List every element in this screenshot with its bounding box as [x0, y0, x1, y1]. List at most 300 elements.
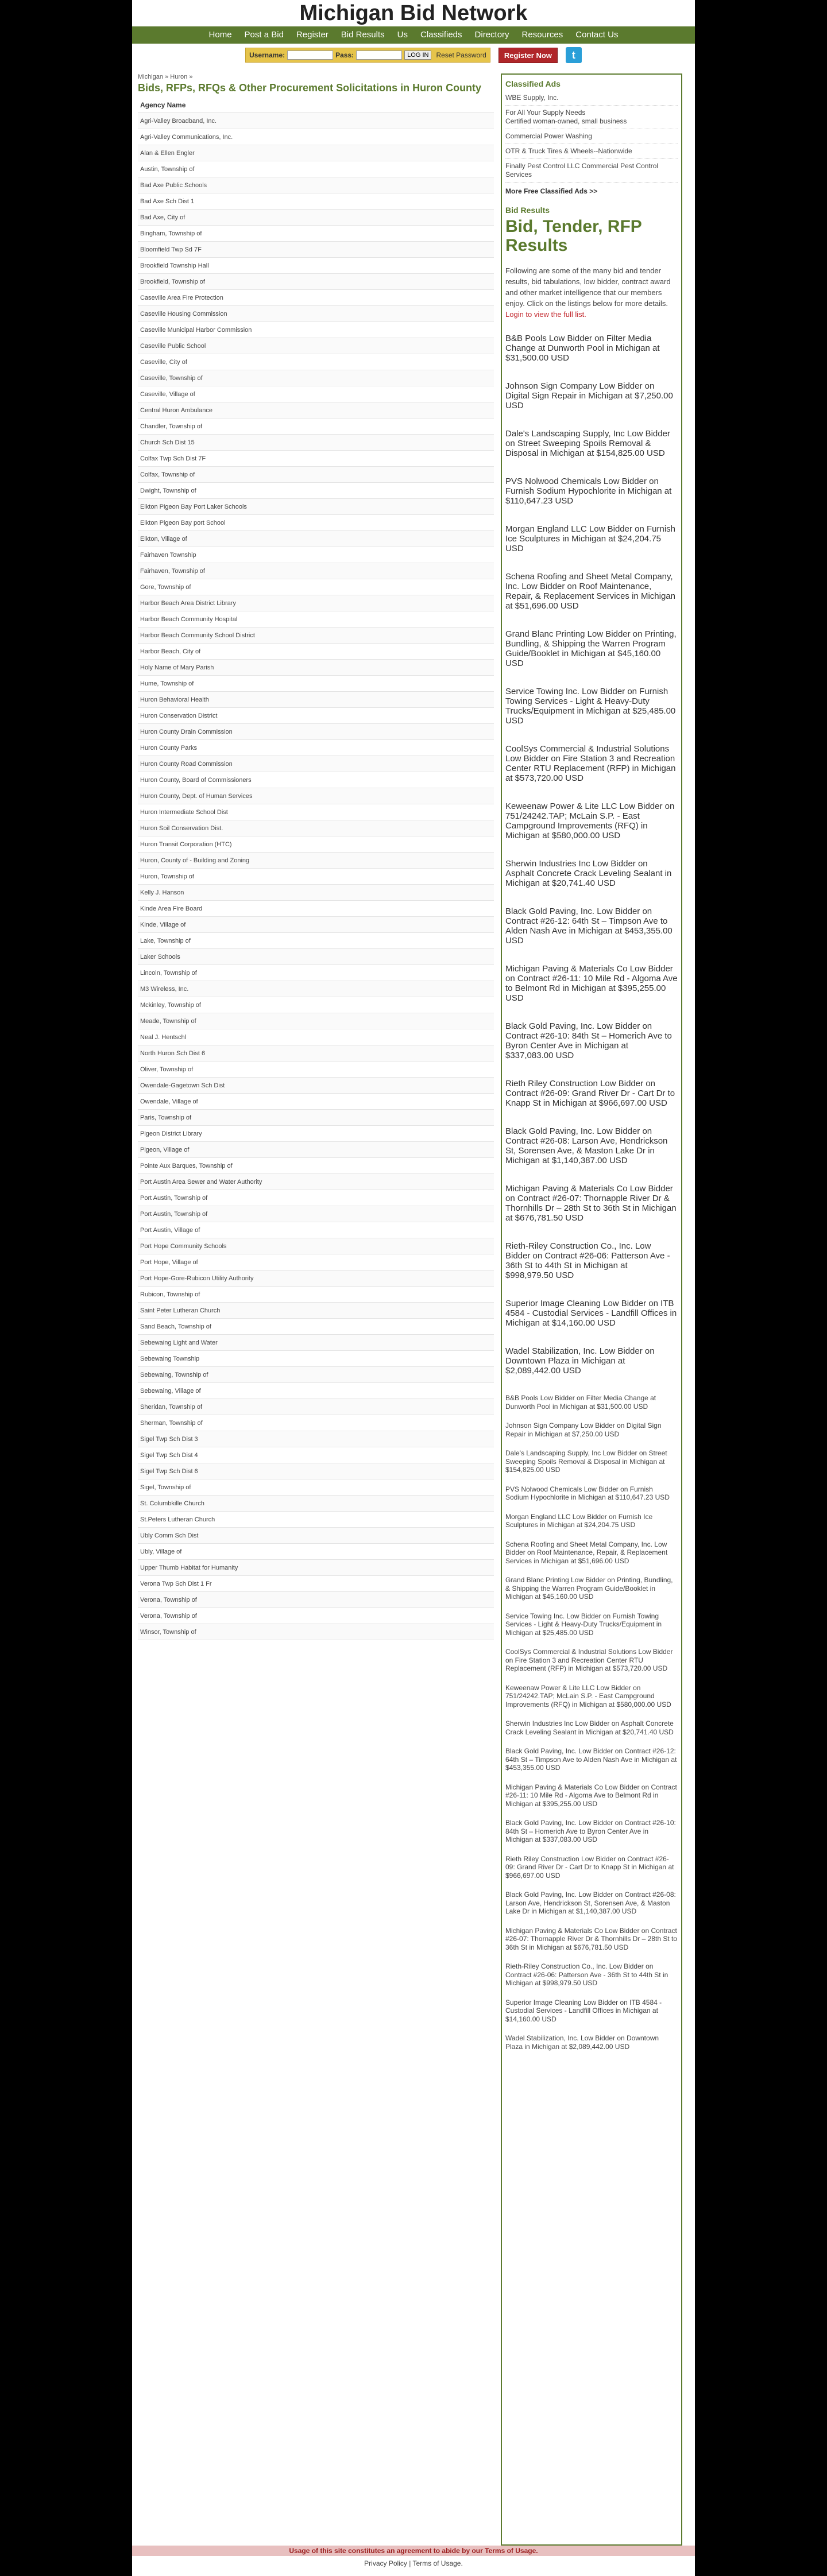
- agency-cell: [138, 467, 494, 483]
- bid-result-item-compact[interactable]: Johnson Sign Company Low Bidder on Digital Sign Repair in Michigan at $7,250.00 USD: [505, 1421, 662, 1438]
- site-title[interactable]: Michigan Bid Network: [299, 1, 528, 25]
- agency-link[interactable]: Oliver, Township of: [140, 1066, 194, 1073]
- agency-link[interactable]: Owendale-Gagetown Sch Dist: [140, 1082, 225, 1089]
- agency-link[interactable]: Bloomfield Twp Sd 7F: [140, 246, 202, 253]
- table-row: [138, 1303, 494, 1319]
- agency-cell: [138, 820, 494, 836]
- bid-result-item-compact[interactable]: Rieth Riley Construction Low Bidder on Contract #26-09: Grand River Dr - Cart Dr to Knapp St in Michigan at $966,697.00 USD: [505, 1854, 674, 1880]
- agency-cell: [138, 1013, 494, 1029]
- table-row: [138, 1045, 494, 1062]
- agency-link[interactable]: Huron Conservation District: [140, 712, 218, 719]
- nav-resources[interactable]: Resources: [521, 30, 563, 40]
- bid-result-item[interactable]: Grand Blanc Printing Low Bidder on Printing, Bundling, & Shipping the Warren Program Guide/Booklet in Michigan at $45,160.00 USD: [505, 629, 677, 668]
- agency-cell: [138, 499, 494, 515]
- table-row: [138, 853, 494, 869]
- agency-cell: [138, 1238, 494, 1254]
- agency-cell: [138, 274, 494, 290]
- agency-cell: [138, 756, 494, 772]
- bid-result-item[interactable]: Michigan Paving & Materials Co Low Bidder on Contract #26-07: Thornapple River Dr & Thornhills Dr – 28th St to 36th St in Michigan at $676,781.50 USD: [505, 1184, 677, 1223]
- agency-link[interactable]: Agri-Valley Broadband, Inc.: [140, 117, 217, 125]
- privacy-policy-link[interactable]: Privacy Policy: [364, 2559, 407, 2567]
- agency-link[interactable]: Sherman, Township of: [140, 1419, 203, 1427]
- agency-link[interactable]: Brookfield, Township of: [140, 278, 205, 285]
- agency-link[interactable]: M3 Wireless, Inc.: [140, 985, 189, 993]
- reset-password-link[interactable]: Reset Password: [436, 51, 486, 59]
- classified-ads-title: Classified Ads: [505, 79, 561, 88]
- table-row: [138, 1431, 494, 1447]
- table-row: [138, 917, 494, 933]
- table-row: [138, 1576, 494, 1592]
- nav-bid-results[interactable]: Bid Results: [341, 30, 385, 40]
- bid-result-item-compact[interactable]: Service Towing Inc. Low Bidder on Furnish Towing Services - Light & Heavy-Duty Trucks/Equipment in Michigan at $25,485.00 USD: [505, 1612, 662, 1637]
- bid-result-item-compact[interactable]: Black Gold Paving, Inc. Low Bidder on Contract #26-08: Larson Ave, Hendrickson St, Sorensen Ave, & Maston Lake Dr in Michigan at $1,140,387.00 USD: [505, 1891, 676, 1915]
- bid-result-item-compact[interactable]: PVS Nolwood Chemicals Low Bidder on Furnish Sodium Hypochlorite in Michigan at $110,647.23 USD: [505, 1485, 670, 1501]
- agency-link[interactable]: Caseville, City of: [140, 358, 187, 366]
- agency-cell: [138, 965, 494, 981]
- table-row: [138, 1142, 494, 1158]
- agency-link[interactable]: Sebewaing Township: [140, 1355, 200, 1362]
- bid-result-item-compact[interactable]: Keweenaw Power & Lite LLC Low Bidder on 751/24242.TAP; McLain S.P. - East Campground Improvements (RFQ) in Michigan at $580,000.00 USD: [505, 1683, 671, 1709]
- nav-directory[interactable]: Directory: [474, 30, 509, 40]
- bid-result-item-compact[interactable]: Wadel Stabilization, Inc. Low Bidder on Downtown Plaza in Michigan at $2,089,442.00 USD: [505, 2034, 659, 2051]
- bid-result-item-compact[interactable]: Grand Blanc Printing Low Bidder on Printing, Bundling, & Shipping the Warren Program Guide/Booklet in Michigan at $45,160.00 USD: [505, 1576, 673, 1601]
- agency-cell: [138, 579, 494, 595]
- bid-result-item-compact[interactable]: CoolSys Commercial & Industrial Solutions Low Bidder on Fire Station 3 and Recreation Center RTU Replacement (RFP) in Michigan at $573,720.00 USD: [505, 1648, 673, 1672]
- agency-link[interactable]: Huron Transit Corporation (HTC): [140, 840, 232, 848]
- bid-results-list-compact: [505, 1394, 678, 2051]
- breadcrumb-michigan[interactable]: Michigan: [138, 73, 164, 80]
- table-row: [138, 1479, 494, 1496]
- bid-results-label: Bid Results: [505, 206, 550, 215]
- agency-cell: [138, 981, 494, 997]
- table-row: [138, 1335, 494, 1351]
- table-row: [138, 306, 494, 322]
- agency-link[interactable]: Elkton Pigeon Bay port School: [140, 519, 226, 526]
- agency-cell: [138, 1447, 494, 1463]
- username-label: Username:: [249, 51, 285, 59]
- twitter-icon[interactable]: t: [566, 47, 582, 63]
- table-row: [138, 820, 494, 836]
- table-row: [138, 579, 494, 595]
- agency-link[interactable]: Elkton Pigeon Bay Port Laker Schools: [140, 503, 247, 510]
- agency-link[interactable]: Laker Schools: [140, 953, 180, 960]
- bid-result-item-compact[interactable]: Schena Roofing and Sheet Metal Company, Inc. Low Bidder on Roof Maintenance, Repair, & Replacement Services in Michigan at $51,696.00 USD: [505, 1540, 668, 1565]
- agency-link[interactable]: Caseville Public School: [140, 342, 206, 350]
- bid-result-item-compact[interactable]: B&B Pools Low Bidder on Filter Media Change at Dunworth Pool in Michigan at $31,500.00 USD: [505, 1394, 656, 1411]
- bid-result-item-compact[interactable]: Michigan Paving & Materials Co Low Bidder on Contract #26-07: Thornapple River Dr & Thornhills Dr – 28th St to 36th St in Michigan at $676,781.50 USD: [505, 1926, 678, 1951]
- agency-cell: [138, 1624, 494, 1640]
- table-row: [138, 1351, 494, 1367]
- agency-link[interactable]: Pigeon District Library: [140, 1130, 202, 1137]
- agency-link[interactable]: Ubly, Village of: [140, 1548, 182, 1555]
- agency-link[interactable]: Huron, County of - Building and Zoning: [140, 857, 250, 864]
- bid-result-item[interactable]: Superior Image Cleaning Low Bidder on ITB 4584 - Custodial Services - Landfill Offices in Michigan at $14,160.00 USD: [505, 1299, 677, 1328]
- agency-link[interactable]: Agri-Valley Communications, Inc.: [140, 133, 233, 141]
- bid-result-item-compact[interactable]: Morgan England LLC Low Bidder on Furnish Ice Sculptures in Michigan at $24,204.75 USD: [505, 1512, 653, 1529]
- agency-link[interactable]: Meade, Township of: [140, 1017, 196, 1025]
- agency-cell: [138, 242, 494, 258]
- agency-cell: [138, 145, 494, 161]
- table-row: [138, 981, 494, 997]
- agency-link[interactable]: Sheridan, Township of: [140, 1403, 203, 1411]
- bid-result-item[interactable]: Black Gold Paving, Inc. Low Bidder on Contract #26-10: 84th St – Homerich Ave to Byron Center Ave in Michigan at $337,083.00 USD: [505, 1021, 672, 1060]
- table-row: [138, 1383, 494, 1399]
- agency-cell: [138, 113, 494, 129]
- agency-link[interactable]: Sigel, Township of: [140, 1483, 191, 1491]
- agency-cell: [138, 1560, 494, 1576]
- table-row: [138, 772, 494, 788]
- table-row: [138, 1496, 494, 1512]
- agency-link[interactable]: Pointe Aux Barques, Township of: [140, 1162, 233, 1169]
- nav-us[interactable]: Us: [397, 30, 408, 40]
- agency-link[interactable]: Caseville Municipal Harbor Commission: [140, 326, 252, 334]
- table-row: [138, 161, 494, 177]
- agency-link[interactable]: Port Hope Community Schools: [140, 1242, 227, 1250]
- agency-link[interactable]: Bad Axe Public Schools: [140, 181, 207, 189]
- table-row: [138, 1512, 494, 1528]
- bid-result-item[interactable]: Keweenaw Power & Lite LLC Low Bidder on 751/24242.TAP; McLain S.P. - East Campground Improvements (RFQ) in Michigan at $580,000.00 USD: [505, 801, 675, 840]
- agency-link[interactable]: Kinde, Village of: [140, 921, 186, 928]
- bid-result-item[interactable]: Michigan Paving & Materials Co Low Bidder on Contract #26-11: 10 Mile Rd - Algoma Ave to Belmont Rd in Michigan at $395,255.00 USD: [505, 964, 678, 1003]
- agency-link[interactable]: Kelly J. Hanson: [140, 889, 184, 896]
- table-row: [138, 1560, 494, 1576]
- agency-cell: [138, 386, 494, 402]
- table-row: [138, 1447, 494, 1463]
- table-row: [138, 386, 494, 402]
- agency-link[interactable]: Harbor Beach, City of: [140, 648, 201, 655]
- agency-cell: [138, 1415, 494, 1431]
- breadcrumb-huron[interactable]: Huron: [170, 73, 188, 80]
- agency-cell: [138, 1383, 494, 1399]
- agency-cell: [138, 869, 494, 885]
- agency-link[interactable]: Port Austin, Village of: [140, 1226, 200, 1234]
- bid-result-item[interactable]: Rieth Riley Construction Low Bidder on Contract #26-09: Grand River Dr - Cart Dr to Knapp St in Michigan at $966,697.00 USD: [505, 1079, 675, 1108]
- agency-cell: [138, 226, 494, 242]
- agency-link[interactable]: Fairhaven Township: [140, 551, 196, 559]
- table-row: [138, 242, 494, 258]
- agency-cell: [138, 177, 494, 193]
- register-now-button[interactable]: Register Now: [498, 48, 558, 63]
- agency-cell: [138, 1062, 494, 1078]
- agency-link[interactable]: Port Hope, Village of: [140, 1258, 198, 1266]
- bid-result-item[interactable]: CoolSys Commercial & Industrial Solutions Low Bidder on Fire Station 3 and Recreation Center RTU Replacement (RFP) in Michigan at $573,720.00 USD: [505, 744, 676, 783]
- agency-cell: [138, 1367, 494, 1383]
- agency-link[interactable]: Central Huron Ambulance: [140, 406, 212, 414]
- table-row: [138, 402, 494, 419]
- agency-link[interactable]: Caseville, Village of: [140, 390, 195, 398]
- table-row: [138, 451, 494, 467]
- bid-result-item[interactable]: Rieth-Riley Construction Co., Inc. Low Bidder on Contract #26-06: Patterson Ave - 36th St to 44th St in Michigan at $998,979.50 USD: [505, 1241, 670, 1280]
- agency-cell: [138, 1174, 494, 1190]
- table-row: [138, 274, 494, 290]
- agency-link[interactable]: Colfax, Township of: [140, 471, 195, 478]
- bid-result-item[interactable]: Morgan England LLC Low Bidder on Furnish Ice Sculptures in Michigan at $24,204.75 USD: [505, 524, 676, 553]
- pass-label: Pass:: [335, 51, 354, 59]
- bid-result-item-compact[interactable]: Rieth-Riley Construction Co., Inc. Low Bidder on Contract #26-06: Patterson Ave - 36th St to 44th St in Michigan at $998,979.50 USD: [505, 1962, 668, 1987]
- agency-link[interactable]: Port Hope-Gore-Rubicon Utility Authority: [140, 1275, 254, 1282]
- agency-link[interactable]: Sigel Twp Sch Dist 6: [140, 1467, 198, 1475]
- agency-link[interactable]: Harbor Beach Community School District: [140, 632, 255, 639]
- classified-item[interactable]: Finally Pest Control LLC Commercial Pest Control Services: [505, 159, 678, 183]
- agency-link[interactable]: Lake, Township of: [140, 937, 191, 944]
- agency-link[interactable]: Huron County, Board of Commissioners: [140, 776, 252, 784]
- agency-link[interactable]: Sigel Twp Sch Dist 3: [140, 1435, 198, 1443]
- table-row: [138, 708, 494, 724]
- agency-cell: [138, 1094, 494, 1110]
- agency-cell: [138, 1110, 494, 1126]
- table-row: [138, 1399, 494, 1415]
- table-row: [138, 692, 494, 708]
- table-row: [138, 756, 494, 772]
- agency-link[interactable]: Saint Peter Lutheran Church: [140, 1307, 221, 1314]
- table-row: [138, 435, 494, 451]
- agency-link[interactable]: Rubicon, Township of: [140, 1291, 200, 1298]
- agency-cell: [138, 370, 494, 386]
- agency-link[interactable]: Huron Soil Conservation Dist.: [140, 824, 223, 832]
- agency-link[interactable]: Huron, Township of: [140, 873, 194, 880]
- agency-cell: [138, 1576, 494, 1592]
- bid-result-item[interactable]: Johnson Sign Company Low Bidder on Digital Sign Repair in Michigan at $7,250.00 USD: [505, 381, 673, 410]
- table-row: [138, 627, 494, 644]
- agency-link[interactable]: Dwight, Township of: [140, 487, 196, 494]
- agency-link[interactable]: Church Sch Dist 15: [140, 439, 195, 446]
- agency-cell: [138, 1142, 494, 1158]
- agency-cell: [138, 788, 494, 804]
- agency-link[interactable]: Austin, Township of: [140, 165, 195, 173]
- table-row: [138, 515, 494, 531]
- login-button[interactable]: LOG IN: [404, 51, 431, 60]
- table-row: [138, 1222, 494, 1238]
- agency-cell: [138, 1335, 494, 1351]
- table-row: [138, 1158, 494, 1174]
- table-row: [138, 885, 494, 901]
- agency-link[interactable]: Port Austin Area Sewer and Water Authority: [140, 1178, 262, 1186]
- agency-link[interactable]: Verona, Township of: [140, 1612, 197, 1620]
- table-row: [138, 1094, 494, 1110]
- agency-link[interactable]: Upper Thumb Habitat for Humanity: [140, 1564, 238, 1571]
- bid-result-item-compact[interactable]: Dale's Landscaping Supply, Inc Low Bidder on Street Sweeping Spoils Removal & Disposal in Michigan at $154,825.00 USD: [505, 1449, 667, 1474]
- table-row: [138, 1078, 494, 1094]
- agency-cell: [138, 338, 494, 354]
- agency-link[interactable]: Sebewaing, Township of: [140, 1371, 208, 1378]
- agency-cell: [138, 483, 494, 499]
- nav-post-a-bid[interactable]: Post a Bid: [244, 30, 284, 40]
- agency-cell: [138, 402, 494, 419]
- agency-link[interactable]: Colfax Twp Sch Dist 7F: [140, 455, 206, 462]
- table-row: [138, 1544, 494, 1560]
- table-row: [138, 788, 494, 804]
- bid-result-item-compact[interactable]: Black Gold Paving, Inc. Low Bidder on Contract #26-10: 84th St – Homerich Ave to Byron Center Ave in Michigan at $337,083.00 USD: [505, 1819, 676, 1843]
- table-row: [138, 145, 494, 161]
- classified-item[interactable]: OTR & Truck Tires & Wheels--Nationwide: [505, 144, 678, 159]
- agency-cell: [138, 772, 494, 788]
- agency-cell: [138, 435, 494, 451]
- agency-link[interactable]: Bingham, Township of: [140, 230, 202, 237]
- agency-link[interactable]: Huron Behavioral Health: [140, 696, 209, 703]
- login-full-list-link[interactable]: Login to view the full list.: [505, 310, 586, 319]
- bid-result-item-compact[interactable]: Superior Image Cleaning Low Bidder on ITB 4584 - Custodial Services - Landfill Offices in Michigan at $14,160.00 USD: [505, 1998, 662, 2023]
- usage-notice-text: Usage of this site constitutes an agreement to abide by our: [289, 2547, 483, 2555]
- agency-link[interactable]: Alan & Ellen Engler: [140, 149, 195, 157]
- table-row: [138, 1206, 494, 1222]
- bid-result-item[interactable]: Wadel Stabilization, Inc. Low Bidder on Downtown Plaza in Michigan at $2,089,442.00 USD: [505, 1346, 655, 1376]
- nav-register[interactable]: Register: [296, 30, 329, 40]
- agency-cell: [138, 1222, 494, 1238]
- agency-link[interactable]: Verona, Township of: [140, 1596, 197, 1603]
- bid-result-item[interactable]: Schena Roofing and Sheet Metal Company, Inc. Low Bidder on Roof Maintenance, Repair, & Replacement Services in Michigan at $51,696.00 USD: [505, 572, 675, 611]
- table-row: [138, 1528, 494, 1544]
- agency-cell: [138, 258, 494, 274]
- agency-link[interactable]: Sand Beach, Township of: [140, 1323, 211, 1330]
- table-row: [138, 1238, 494, 1254]
- agency-cell: [138, 161, 494, 177]
- agency-link[interactable]: Sebewaing Light and Water: [140, 1339, 218, 1346]
- bid-result-item[interactable]: Dale's Landscaping Supply, Inc Low Bidder on Street Sweeping Spoils Removal & Disposal in Michigan at $154,825.00 USD: [505, 429, 670, 458]
- bid-result-item[interactable]: Black Gold Paving, Inc. Low Bidder on Contract #26-12: 64th St – Timpson Ave to Alden Nash Ave in Michigan at $453,355.00 USD: [505, 907, 673, 946]
- table-row: [138, 419, 494, 435]
- bid-result-item-compact[interactable]: Sherwin Industries Inc Low Bidder on Asphalt Concrete Crack Leveling Sealant in Michigan at $20,741.40 USD: [505, 1719, 674, 1736]
- agency-table-body: [138, 113, 494, 1640]
- table-row: [138, 740, 494, 756]
- agency-link[interactable]: Holy Name of Mary Parish: [140, 664, 214, 671]
- agency-link[interactable]: Paris, Township of: [140, 1114, 192, 1121]
- agency-cell: [138, 451, 494, 467]
- agency-link[interactable]: Port Austin, Township of: [140, 1210, 208, 1218]
- bid-result-item[interactable]: B&B Pools Low Bidder on Filter Media Change at Dunworth Pool in Michigan at $31,500.00 USD: [505, 334, 660, 363]
- agency-link[interactable]: Pigeon, Village of: [140, 1146, 190, 1153]
- table-row: [138, 129, 494, 145]
- agency-cell: [138, 627, 494, 644]
- agency-cell: [138, 1496, 494, 1512]
- table-row: [138, 354, 494, 370]
- usage-terms-link[interactable]: Terms of Usage: [485, 2547, 536, 2555]
- table-row: [138, 226, 494, 242]
- agency-link[interactable]: Brookfield Township Hall: [140, 262, 209, 269]
- agency-link[interactable]: St.Peters Lutheran Church: [140, 1516, 215, 1523]
- agency-link[interactable]: Harbor Beach Area District Library: [140, 599, 236, 607]
- agency-cell: [138, 1431, 494, 1447]
- login-form: [245, 48, 490, 63]
- table-header-row: [138, 98, 494, 113]
- bid-result-item[interactable]: PVS Nolwood Chemicals Low Bidder on Furnish Sodium Hypochlorite in Michigan at $110,647.23 USD: [505, 477, 672, 506]
- classified-item[interactable]: Commercial Power Washing: [505, 129, 678, 144]
- bid-result-item[interactable]: Service Towing Inc. Low Bidder on Furnish Towing Services - Light & Heavy-Duty Trucks/Equipment in Michigan at $25,485.00 USD: [505, 687, 676, 726]
- agency-link[interactable]: Gore, Township of: [140, 583, 191, 591]
- table-row: [138, 1029, 494, 1045]
- agency-link[interactable]: Fairhaven, Township of: [140, 567, 205, 575]
- classified-item[interactable]: For All Your Supply Needs Certified woman-owned, small business: [505, 106, 678, 129]
- nav-home[interactable]: Home: [208, 30, 232, 40]
- agency-link[interactable]: Neal J. Hentschl: [140, 1033, 187, 1041]
- agency-link[interactable]: Harbor Beach Community Hospital: [140, 615, 238, 623]
- agency-cell: [138, 885, 494, 901]
- table-row: [138, 322, 494, 338]
- bid-results-intro: [505, 265, 678, 320]
- agency-link[interactable]: Sebewaing, Village of: [140, 1387, 201, 1394]
- classified-list: [505, 91, 678, 183]
- agency-cell: [138, 210, 494, 226]
- page-title: Bids, RFPs, RFQs & Other Procurement Solicitations in Huron County: [138, 82, 482, 94]
- agency-link[interactable]: Caseville Housing Commission: [140, 310, 227, 317]
- agency-cell: [138, 306, 494, 322]
- agency-cell: [138, 1158, 494, 1174]
- agency-link[interactable]: Verona Twp Sch Dist 1 Fr: [140, 1580, 212, 1587]
- table-row: [138, 660, 494, 676]
- table-row: [138, 997, 494, 1013]
- table-row: [138, 563, 494, 579]
- nav-contact-us[interactable]: Contact Us: [575, 30, 619, 40]
- agency-link[interactable]: Caseville Area Fire Protection: [140, 294, 223, 301]
- table-row: [138, 595, 494, 611]
- bid-result-item[interactable]: Sherwin Industries Inc Low Bidder on Asphalt Concrete Crack Leveling Sealant in Michigan at $20,741.40 USD: [505, 859, 672, 888]
- agency-cell: [138, 740, 494, 756]
- terms-of-usage-link[interactable]: Terms of Usage.: [412, 2559, 463, 2567]
- bid-results-list: [505, 334, 678, 1376]
- more-classifieds-link[interactable]: More Free Classified Ads >>: [505, 187, 598, 195]
- agency-link[interactable]: Elkton, Village of: [140, 535, 187, 543]
- agency-link[interactable]: Mckinley, Township of: [140, 1001, 201, 1009]
- agency-link[interactable]: Huron County Drain Commission: [140, 728, 233, 735]
- classified-item[interactable]: WBE Supply, Inc.: [505, 91, 678, 106]
- table-row: [138, 193, 494, 210]
- table-row: [138, 676, 494, 692]
- agency-link[interactable]: St. Columbkille Church: [140, 1500, 204, 1507]
- table-row: [138, 547, 494, 563]
- agency-link[interactable]: Huron County, Dept. of Human Services: [140, 792, 253, 800]
- intro-text: Following are some of the many bid and tender results, bid tabulations, low bidder, contract award and other market intelligence that our members enjoy. Click on the listings below for more details.: [505, 266, 671, 308]
- agency-link[interactable]: Lincoln, Township of: [140, 969, 197, 977]
- table-row: [138, 370, 494, 386]
- agency-link[interactable]: Bad Axe Sch Dist 1: [140, 197, 195, 205]
- agency-link[interactable]: Huron County Road Commission: [140, 760, 233, 768]
- agency-link[interactable]: Kinde Area Fire Board: [140, 905, 203, 912]
- breadcrumb: [138, 73, 494, 80]
- bid-result-item-compact[interactable]: Black Gold Paving, Inc. Low Bidder on Contract #26-12: 64th St – Timpson Ave to Alden Nash Ave in Michigan at $453,355.00 USD: [505, 1747, 677, 1772]
- main-nav: [132, 26, 695, 44]
- table-row: [138, 1110, 494, 1126]
- bid-result-item[interactable]: Black Gold Paving, Inc. Low Bidder on Contract #26-08: Larson Ave, Hendrickson St, Sorensen Ave, & Maston Lake Dr in Michigan at $1,140,387.00 USD: [505, 1126, 668, 1165]
- bid-result-item-compact[interactable]: Michigan Paving & Materials Co Low Bidder on Contract #26-11: 10 Mile Rd - Algoma Ave to Belmont Rd in Michigan at $395,255.00 USD: [505, 1783, 677, 1808]
- table-row: [138, 531, 494, 547]
- table-row: [138, 611, 494, 627]
- agency-link[interactable]: Huron County Parks: [140, 744, 198, 752]
- footer-links: [132, 2559, 695, 2567]
- username-input[interactable]: [287, 51, 333, 60]
- agency-link[interactable]: Chandler, Township of: [140, 423, 203, 430]
- breadcrumb-separator: »: [165, 73, 169, 80]
- table-row: [138, 1367, 494, 1383]
- table-row: [138, 499, 494, 515]
- agency-cell: [138, 1544, 494, 1560]
- agency-link[interactable]: Huron Intermediate School Dist: [140, 808, 228, 816]
- agency-cell: [138, 1045, 494, 1062]
- table-row: [138, 1608, 494, 1624]
- agency-link[interactable]: Port Austin, Township of: [140, 1194, 208, 1202]
- agency-link[interactable]: Sigel Twp Sch Dist 4: [140, 1451, 198, 1459]
- agency-cell: [138, 708, 494, 724]
- agency-link[interactable]: Hume, Township of: [140, 680, 194, 687]
- agency-link[interactable]: Winsor, Township of: [140, 1628, 196, 1636]
- agency-link[interactable]: Caseville, Township of: [140, 374, 203, 382]
- agency-link[interactable]: North Huron Sch Dist 6: [140, 1049, 206, 1057]
- nav-classifieds[interactable]: Classifieds: [420, 30, 462, 40]
- agency-link[interactable]: Owendale, Village of: [140, 1098, 198, 1105]
- password-input[interactable]: [356, 51, 402, 60]
- agency-cell: [138, 611, 494, 627]
- agency-link[interactable]: Ubly Comm Sch Dist: [140, 1532, 199, 1539]
- agency-link[interactable]: Bad Axe, City of: [140, 214, 186, 221]
- agency-cell: [138, 917, 494, 933]
